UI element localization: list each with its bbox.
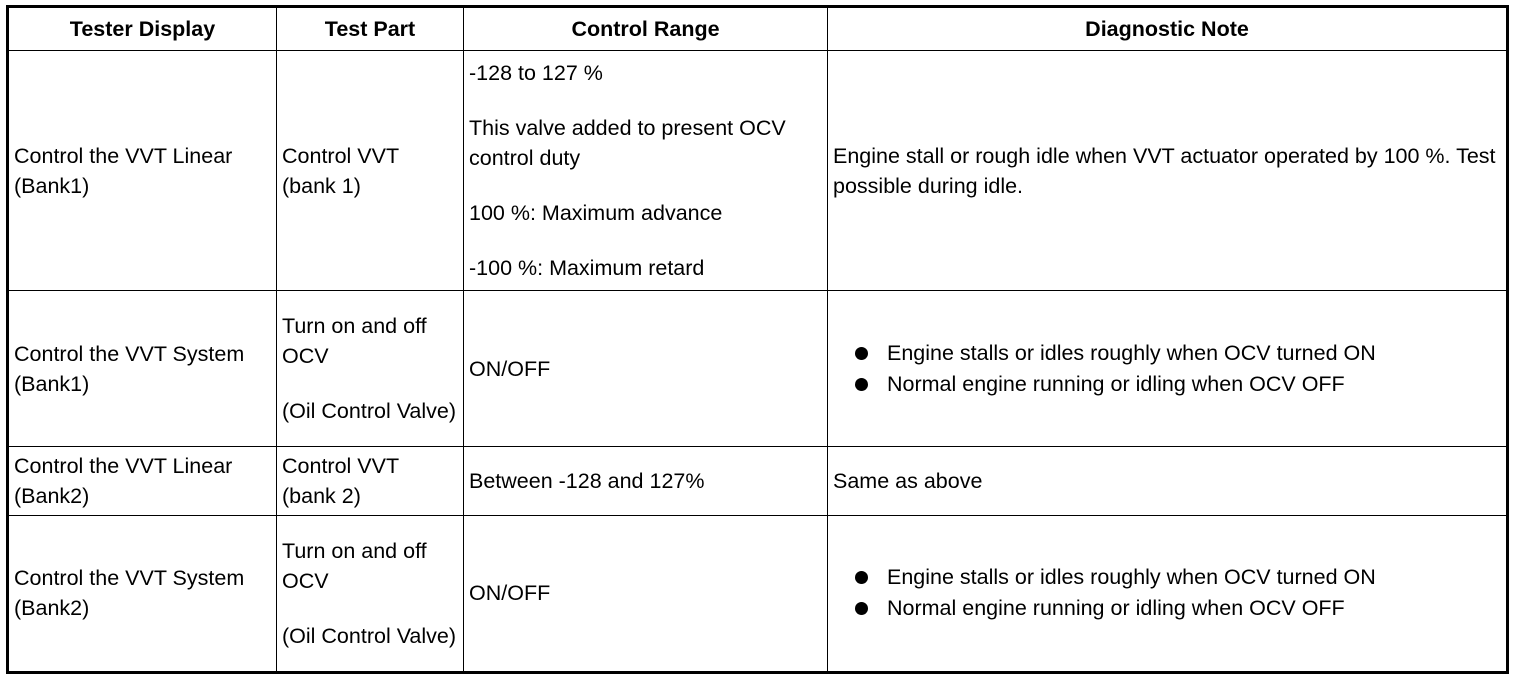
- diagnostic-note-cell: [828, 515, 1508, 672]
- control-range-line: This valve added to present OCV control duty: [469, 116, 786, 170]
- bullet-item: Engine stalls or idles roughly when OCV turned ON: [853, 338, 1501, 369]
- test-part-line: (Oil Control Valve): [282, 399, 457, 424]
- test-part-line: (Oil Control Valve): [282, 623, 457, 648]
- control-range-line: -100 %: Maximum retard: [469, 256, 705, 280]
- test-part-cell: [277, 291, 464, 447]
- header-row: [8, 7, 1508, 51]
- tester-display-cell: Control the VVT System (Bank1): [8, 291, 277, 447]
- diagnostic-note-cell: Engine stall or rough idle when VVT actuator operated by 100 %. Test possible during idle.: [828, 51, 1508, 291]
- tester-display-cell: Control the VVT Linear (Bank2): [8, 447, 277, 515]
- table-row: [8, 515, 1508, 672]
- control-range-cell: Between -128 and 127%: [464, 447, 828, 515]
- control-range-cell: ON/OFF: [464, 291, 828, 447]
- active-test-table: [6, 5, 1509, 674]
- bullet-item: Engine stalls or idles roughly when OCV turned ON: [853, 562, 1501, 593]
- control-range-line: -128 to 127 %: [469, 61, 603, 85]
- diagnostic-bullet-list: [833, 562, 1501, 624]
- table-row: [8, 447, 1508, 515]
- test-part-cell: Control VVT (bank 1): [277, 51, 464, 291]
- diagnostic-note-cell: [828, 291, 1508, 447]
- control-range-cell: [464, 51, 828, 291]
- control-range-cell: ON/OFF: [464, 515, 828, 672]
- table-row: [8, 291, 1508, 447]
- diagnostic-bullet-list: [833, 338, 1501, 400]
- diagnostic-note-cell: Same as above: [828, 447, 1508, 515]
- tester-display-cell: Control the VVT Linear (Bank1): [8, 51, 277, 291]
- header-test-part: Test Part: [277, 7, 464, 51]
- header-diagnostic-note: Diagnostic Note: [828, 7, 1508, 51]
- header-tester-display: Tester Display: [8, 7, 277, 51]
- control-range-line: 100 %: Maximum advance: [469, 201, 723, 225]
- bullet-item: Normal engine running or idling when OCV OFF: [853, 369, 1501, 400]
- test-part-cell: Control VVT (bank 2): [277, 447, 464, 515]
- test-part-cell: [277, 515, 464, 672]
- test-part-line: Turn on and off OCV: [282, 538, 427, 593]
- test-part-line: Turn on and off OCV: [282, 314, 427, 369]
- header-control-range: Control Range: [464, 7, 828, 51]
- table-row: [8, 51, 1508, 291]
- bullet-item: Normal engine running or idling when OCV OFF: [853, 593, 1501, 624]
- tester-display-cell: Control the VVT System (Bank2): [8, 515, 277, 672]
